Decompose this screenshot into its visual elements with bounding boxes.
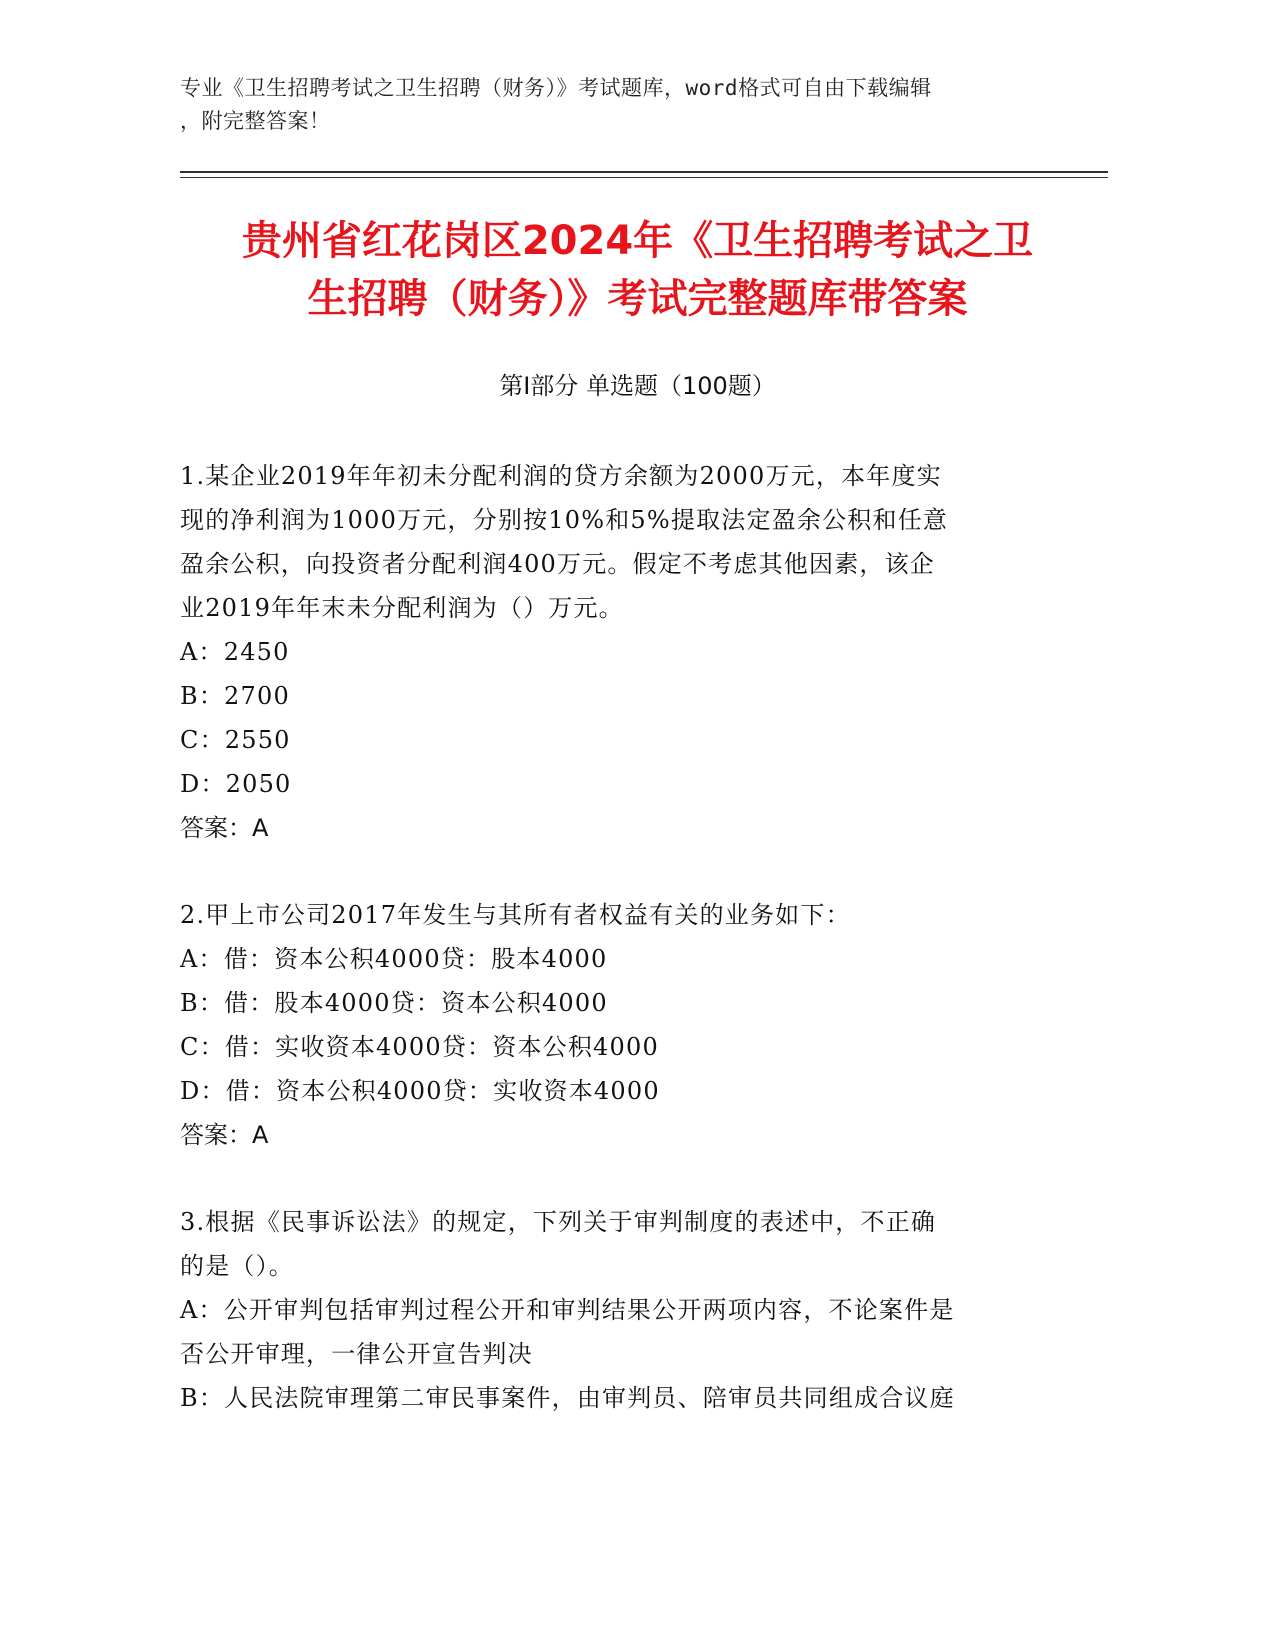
question-item — [180, 454, 1040, 850]
header-note-line: ，附完整答案！ — [180, 109, 331, 133]
question-stem: 业2019年年末未分配利润为（）万元。 — [180, 594, 624, 622]
option-b: B：人民法院审理第二审民事案件，由审判员、陪审员共同组成合议庭 — [180, 1384, 955, 1412]
option-a: A：2450 — [180, 638, 290, 666]
document-title-line: 生招聘（财务）》考试完整题库带答案 — [307, 276, 968, 322]
header-divider — [180, 177, 1108, 178]
answer-label: 答案：A — [180, 814, 269, 842]
question-stem: 1.某企业2019年年初未分配利润的贷方余额为2000万元，本年度实 — [180, 462, 942, 490]
option-d: D：借：资本公积4000贷：实收资本4000 — [180, 1077, 660, 1105]
document-title — [150, 212, 1125, 328]
option-a: A：借：资本公积4000贷：股本4000 — [180, 945, 608, 973]
question-item — [180, 1200, 1040, 1420]
option-a-continued: 否公开审理，一律公开宣告判决 — [180, 1340, 533, 1368]
option-c: C：借：实收资本4000贷：资本公积4000 — [180, 1033, 659, 1061]
question-stem: 2.甲上市公司2017年发生与其所有者权益有关的业务如下： — [180, 901, 851, 929]
header-divider — [180, 171, 1108, 173]
section-title: 第Ⅰ部分 单选题（100题） — [499, 372, 776, 400]
option-b: B：借：股本4000贷：资本公积4000 — [180, 989, 608, 1017]
header-note — [180, 72, 1060, 138]
question-spacer — [180, 1157, 1040, 1200]
option-c: C：2550 — [180, 726, 291, 754]
document-title-line: 贵州省红花岗区2024年《卫生招聘考试之卫 — [241, 218, 1034, 264]
question-stem: 的是（）。 — [180, 1252, 294, 1280]
question-stem: 3.根据《民事诉讼法》的规定，下列关于审判制度的表述中，不正确 — [180, 1208, 937, 1236]
question-stem: 现的净利润为1000万元，分别按10%和5%提取法定盈余公积和任意 — [180, 506, 949, 534]
option-d: D：2050 — [180, 770, 292, 798]
answer-label: 答案：A — [180, 1121, 269, 1149]
header-note-line: 专业《卫生招聘考试之卫生招聘（财务）》考试题库，word格式可自由下载编辑 — [180, 76, 932, 100]
option-b: B：2700 — [180, 682, 290, 710]
question-spacer — [180, 850, 1040, 893]
question-item — [180, 893, 1040, 1157]
option-a: A：公开审判包括审判过程公开和审判结果公开两项内容，不论案件是 — [180, 1296, 955, 1324]
question-list — [180, 454, 1040, 1420]
question-stem: 盈余公积，向投资者分配利润400万元。假定不考虑其他因素，该企 — [180, 550, 936, 578]
